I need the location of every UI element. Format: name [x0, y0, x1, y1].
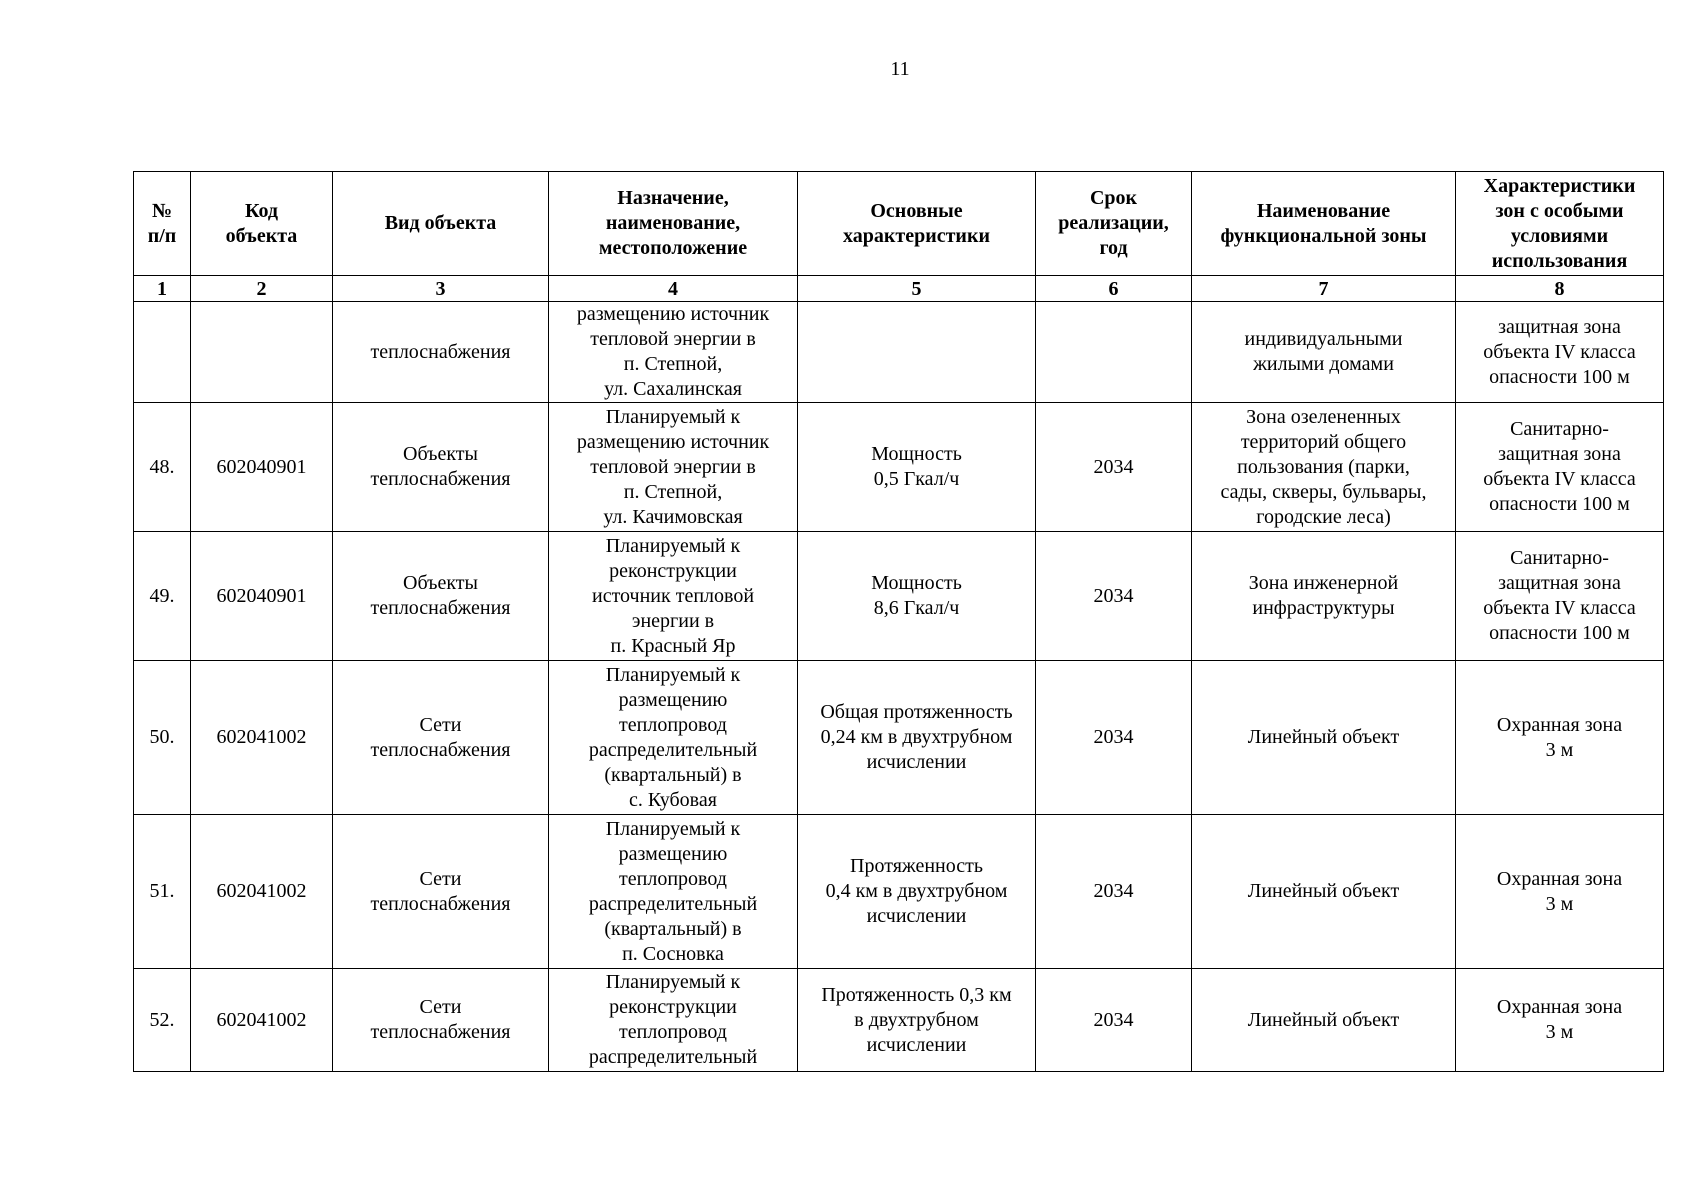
cell-special: Охранная зона 3 м	[1456, 969, 1664, 1072]
objects-table	[133, 171, 1664, 1072]
cell-code	[191, 302, 333, 403]
column-number: 2	[191, 276, 333, 302]
table-row	[134, 532, 1664, 661]
cell-year: 2034	[1036, 403, 1192, 532]
table-row-continued	[134, 302, 1664, 403]
table-row	[134, 403, 1664, 532]
header-zone: Наименование функциональной зоны	[1192, 172, 1456, 276]
cell-characteristics: Протяженность 0,4 км в двухтрубном исчислении	[798, 815, 1036, 969]
cell-purpose: размещению источник тепловой энергии в п. Степной, ул. Сахалинская	[549, 302, 798, 403]
cell-year	[1036, 302, 1192, 403]
header-characteristics: Основные характеристики	[798, 172, 1036, 276]
cell-purpose: Планируемый к реконструкции источник тепловой энергии в п. Красный Яр	[549, 532, 798, 661]
cell-characteristics: Протяженность 0,3 км в двухтрубном исчислении	[798, 969, 1036, 1072]
header-special: Характеристики зон с особыми условиями использования	[1456, 172, 1664, 276]
column-number: 3	[333, 276, 549, 302]
cell-zone: Линейный объект	[1192, 969, 1456, 1072]
header-code: Код объекта	[191, 172, 333, 276]
cell-num	[134, 302, 191, 403]
cell-code: 602041002	[191, 969, 333, 1072]
cell-zone: Зона озелененных территорий общего пользования (парки, сады, скверы, бульвары, городские леса)	[1192, 403, 1456, 532]
column-number: 7	[1192, 276, 1456, 302]
header-num: № п/п	[134, 172, 191, 276]
cell-code: 602040901	[191, 403, 333, 532]
cell-type: Сети теплоснабжения	[333, 815, 549, 969]
cell-year: 2034	[1036, 532, 1192, 661]
column-number-row	[134, 276, 1664, 302]
header-type: Вид объекта	[333, 172, 549, 276]
cell-type: Сети теплоснабжения	[333, 969, 549, 1072]
cell-num: 49.	[134, 532, 191, 661]
cell-purpose: Планируемый к реконструкции теплопровод распределительный	[549, 969, 798, 1072]
cell-code: 602040901	[191, 532, 333, 661]
cell-characteristics: Мощность 0,5 Гкал/ч	[798, 403, 1036, 532]
cell-type: Сети теплоснабжения	[333, 661, 549, 815]
cell-zone: индивидуальными жилыми домами	[1192, 302, 1456, 403]
cell-num: 52.	[134, 969, 191, 1072]
cell-special: Охранная зона 3 м	[1456, 815, 1664, 969]
cell-code: 602041002	[191, 815, 333, 969]
cell-num: 51.	[134, 815, 191, 969]
column-number: 8	[1456, 276, 1664, 302]
cell-purpose: Планируемый к размещению теплопровод распределительный (квартальный) в п. Сосновка	[549, 815, 798, 969]
column-number: 1	[134, 276, 191, 302]
cell-characteristics: Мощность 8,6 Гкал/ч	[798, 532, 1036, 661]
header-row	[134, 172, 1664, 276]
cell-special: Санитарно- защитная зона объекта IV класса опасности 100 м	[1456, 403, 1664, 532]
cell-purpose: Планируемый к размещению источник тепловой энергии в п. Степной, ул. Качимовская	[549, 403, 798, 532]
cell-year: 2034	[1036, 815, 1192, 969]
cell-purpose: Планируемый к размещению теплопровод распределительный (квартальный) в с. Кубовая	[549, 661, 798, 815]
cell-zone: Линейный объект	[1192, 815, 1456, 969]
cell-characteristics: Общая протяженность 0,24 км в двухтрубном исчислении	[798, 661, 1036, 815]
column-number: 6	[1036, 276, 1192, 302]
cell-code: 602041002	[191, 661, 333, 815]
cell-zone: Зона инженерной инфраструктуры	[1192, 532, 1456, 661]
cell-num: 50.	[134, 661, 191, 815]
cell-special: Охранная зона 3 м	[1456, 661, 1664, 815]
cell-year: 2034	[1036, 969, 1192, 1072]
cell-characteristics	[798, 302, 1036, 403]
table-row	[134, 969, 1664, 1072]
column-number: 5	[798, 276, 1036, 302]
cell-special: защитная зона объекта IV класса опасности 100 м	[1456, 302, 1664, 403]
cell-zone: Линейный объект	[1192, 661, 1456, 815]
cell-type: теплоснабжения	[333, 302, 549, 403]
table-row	[134, 815, 1664, 969]
cell-type: Объекты теплоснабжения	[333, 532, 549, 661]
cell-num: 48.	[134, 403, 191, 532]
column-number: 4	[549, 276, 798, 302]
cell-special: Санитарно- защитная зона объекта IV класса опасности 100 м	[1456, 532, 1664, 661]
cell-year: 2034	[1036, 661, 1192, 815]
table-row	[134, 661, 1664, 815]
header-year: Срок реализации, год	[1036, 172, 1192, 276]
cell-type: Объекты теплоснабжения	[333, 403, 549, 532]
page-number: 11	[890, 58, 910, 80]
header-purpose: Назначение, наименование, местоположение	[549, 172, 798, 276]
